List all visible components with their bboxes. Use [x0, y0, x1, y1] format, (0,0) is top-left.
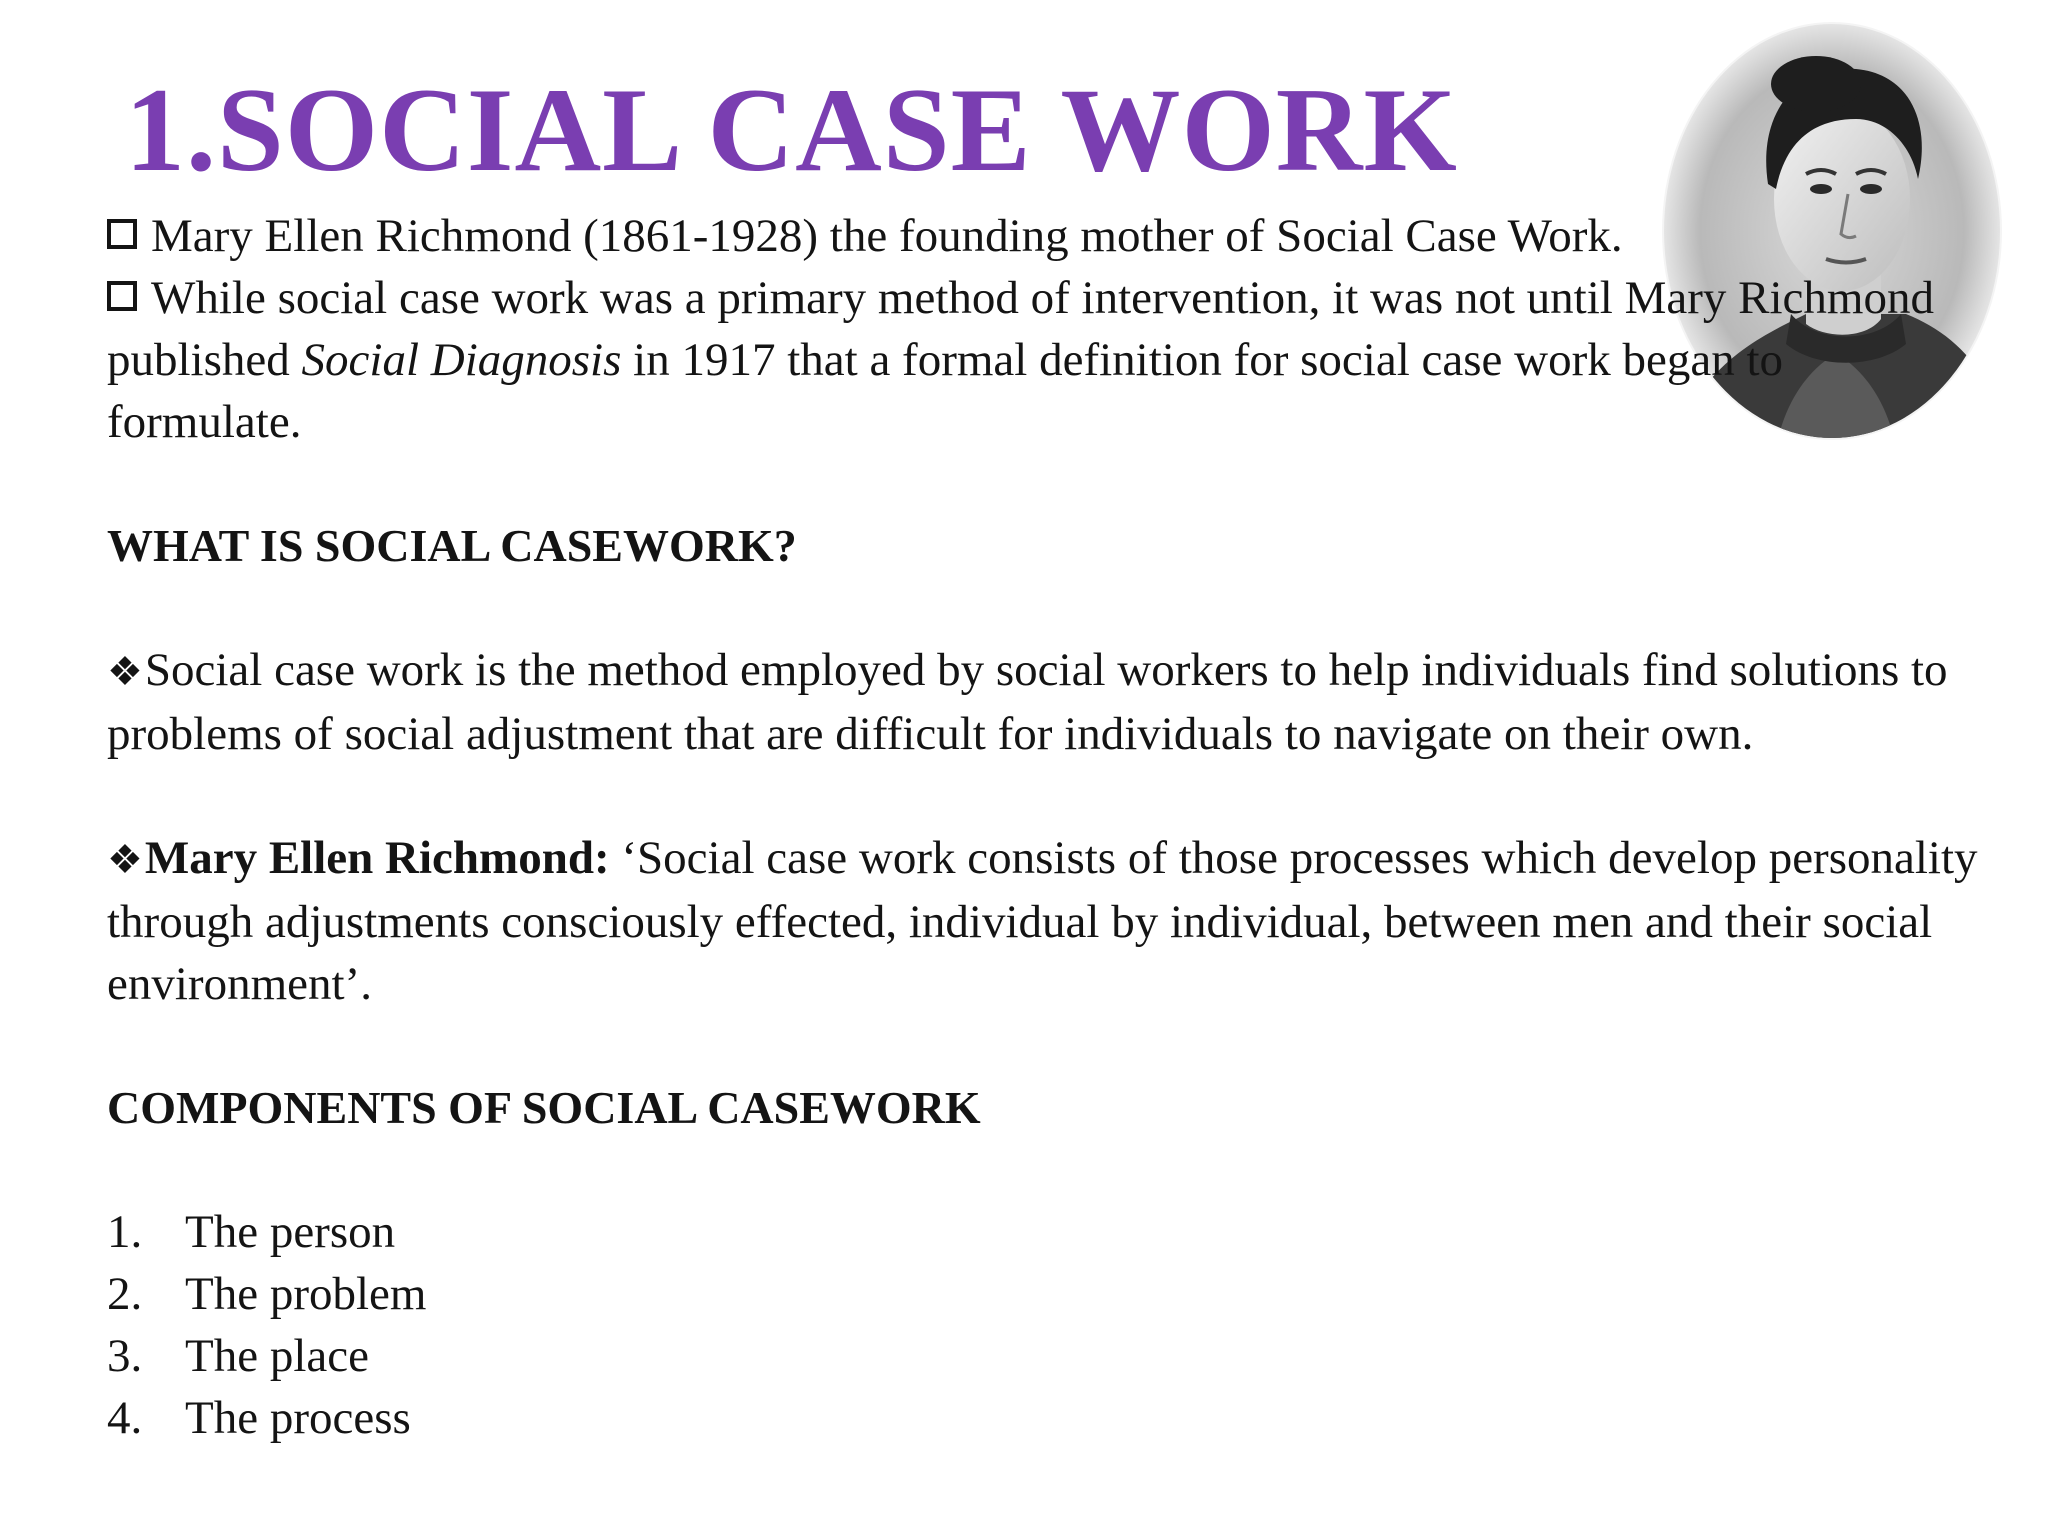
list-item [107, 1325, 1987, 1387]
checkbox-bullet-icon [107, 281, 137, 311]
checkbox-bullet-icon [107, 219, 137, 249]
book-title-social-diagnosis: Social Diagnosis [301, 334, 622, 386]
intro-bullet-2 [107, 267, 1987, 453]
list-item-label: The place [185, 1330, 369, 1382]
components-list [107, 1201, 1987, 1449]
four-diamond-bullet-icon: ❖ [107, 649, 143, 694]
list-item-label: The person [185, 1206, 396, 1258]
list-item-label: The process [185, 1392, 411, 1444]
list-item-number: 4. [107, 1392, 143, 1444]
definition-2-text: ‘Social case work consists of those processes which develop personality through adjustments consciously effected, individual by individual, between men and their social environment’. [107, 832, 1978, 1010]
list-item-number: 2. [107, 1268, 143, 1320]
four-diamond-bullet-icon: ❖ [107, 837, 143, 882]
list-item [107, 1387, 1987, 1449]
definition-bullet-2 [107, 827, 1987, 1015]
intro-bullet-1-text: Mary Ellen Richmond (1861-1928) the founding mother of Social Case Work. [151, 210, 1623, 262]
list-item-number: 1. [107, 1206, 143, 1258]
list-item [107, 1201, 1987, 1263]
definition-2-label: Mary Ellen Richmond: [144, 832, 610, 884]
heading-components: COMPONENTS OF SOCIAL CASEWORK [107, 1082, 981, 1133]
intro-bullet-2-text-after: in 1917 that a formal definition for social case work began to formulate. [107, 334, 1784, 448]
slide-title: 1.SOCIAL CASE WORK [125, 63, 1458, 196]
definition-bullet-1 [107, 639, 1987, 765]
list-item-number: 3. [107, 1330, 143, 1382]
heading-what-is-social-casework: WHAT IS SOCIAL CASEWORK? [107, 520, 797, 571]
slide-body [107, 205, 1987, 1449]
list-item [107, 1263, 1987, 1325]
definition-1-text: Social case work is the method employed by social workers to help individuals find solutions to problems of social adjustment that are difficult for individuals to navigate on their own. [107, 644, 1948, 760]
list-item-label: The problem [185, 1268, 427, 1320]
intro-bullet-1 [107, 205, 1987, 267]
intro-bullet-2-text-before: While social case work was a primary method of intervention, it was not until Mary Richmond published [107, 272, 1934, 386]
